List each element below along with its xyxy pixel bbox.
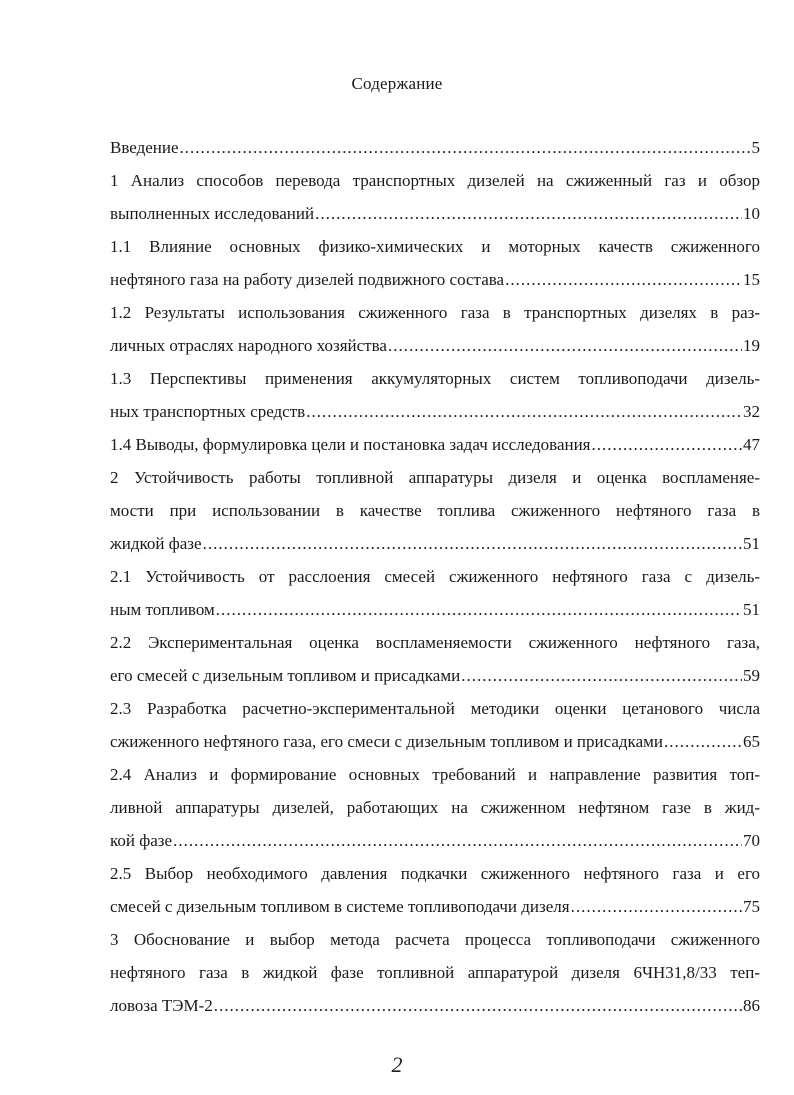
toc-entry-text: 1.4 Выводы, формулировка цели и постановка задач исследования [110,435,591,454]
dot-leader [315,197,742,230]
dot-leader [388,329,742,362]
dot-leader [592,428,743,461]
toc-page-number: 51 [743,600,760,619]
dot-leader [571,890,742,923]
toc-entry [110,131,760,164]
toc-entry-leader-line [110,659,760,692]
toc-entry-line: мости при использовании в качестве топлива сжиженного нефтяного газа в [110,501,760,520]
dot-leader [173,824,742,857]
toc-page-number: 10 [743,204,760,223]
toc-entry-text: сжиженного нефтяного газа, его смеси с дизельным топливом и присадками [110,732,663,751]
toc-page-number: 47 [743,435,760,454]
toc-entry-leader-line [110,593,760,626]
toc-entry-line: нефтяного газа в жидкой фазе топливной аппаратурой дизеля 6ЧН31,8/33 теп- [110,963,760,982]
toc-page-number: 15 [743,270,760,289]
toc-entry-text: нефтяного газа на работу дизелей подвижного состава [110,270,505,289]
toc-entry-line: 2 Устойчивость работы топливной аппаратуры дизеля и оценка воспламеняе- [110,468,760,487]
dot-leader [214,989,742,1022]
toc-entry-text: ных транспортных средств [110,402,306,421]
toc-entry-leader-line [110,725,760,758]
toc-entry [110,428,760,461]
toc-page-number: 32 [743,402,760,421]
toc-entry-line: 2.3 Разработка расчетно-экспериментальной методики оценки цетанового числа [110,699,760,718]
toc-entry-line: 2.5 Выбор необходимого давления подкачки сжиженного нефтяного газа и его [110,864,760,883]
toc-entry-leader-line [110,263,760,296]
table-of-contents [110,131,760,1022]
toc-entry [110,626,760,692]
toc-page-number: 51 [743,534,760,553]
page-number: 2 [391,1052,403,1077]
toc-page-number: 86 [743,996,760,1015]
toc-entry-line: 2.1 Устойчивость от расслоения смесей сжиженного нефтяного газа с дизель- [110,567,760,586]
contents-title: Содержание [351,74,443,93]
toc-entry-line: 2.2 Экспериментальная оценка воспламеняемости сжиженного нефтяного газа, [110,633,760,652]
toc-page-number: 70 [743,831,760,850]
toc-entry-line: ливной аппаратуры дизелей, работающих на сжиженном нефтяном газе в жид- [110,798,760,817]
toc-page-number: 59 [743,666,760,685]
toc-entry-line: 2.4 Анализ и формирование основных требований и направление развития топ- [110,765,760,784]
dot-leader [664,725,742,758]
toc-entry-leader-line [110,329,760,362]
toc-entry-text: ловоза ТЭМ-2 [110,996,213,1015]
toc-entry-line: 1.1 Влияние основных физико-химических и моторных качеств сжиженного [110,237,760,256]
toc-entry [110,758,760,857]
toc-page-number: 75 [743,897,760,916]
toc-entry-leader-line [110,890,760,923]
toc-entry [110,461,760,560]
toc-entry [110,923,760,1022]
toc-entry-leader-line [110,527,760,560]
toc-entry-leader-line [110,395,760,428]
toc-entry-text: его смесей с дизельным топливом и присадками [110,666,461,685]
toc-entry [110,230,760,296]
toc-page-number: 19 [743,336,760,355]
toc-entry [110,692,760,758]
toc-entry-text: кой фазе [110,831,173,850]
toc-entry-line: 1 Анализ способов перевода транспортных дизелей на сжиженный газ и обзор [110,171,760,190]
dot-leader [306,395,742,428]
toc-entry [110,296,760,362]
toc-entry-leader-line [110,824,760,857]
dot-leader [203,527,742,560]
toc-entry-line: 1.2 Результаты использования сжиженного газа в транспортных дизелях в раз- [110,303,760,322]
dot-leader [505,263,742,296]
toc-page-number: 65 [743,732,760,751]
toc-entry-text: жидкой фазе [110,534,202,553]
dot-leader [180,131,751,164]
toc-entry [110,362,760,428]
toc-entry-leader-line [110,197,760,230]
toc-entry-line: 1.3 Перспективы применения аккумуляторных систем топливоподачи дизель- [110,369,760,388]
toc-entry-leader-line [110,131,760,164]
toc-entry [110,857,760,923]
toc-entry-line: 3 Обоснование и выбор метода расчета процесса топливоподачи сжиженного [110,930,760,949]
toc-entry-leader-line [110,989,760,1022]
dot-leader [461,659,742,692]
dot-leader [216,593,742,626]
toc-entry-text: личных отраслях народного хозяйства [110,336,387,355]
toc-entry-text: выполненных исследований [110,204,315,223]
toc-entry-text: смесей с дизельным топливом в системе топливоподачи дизеля [110,897,570,916]
toc-entry-text: ным топливом [110,600,215,619]
toc-entry-leader-line [110,428,760,461]
toc-entry [110,560,760,626]
toc-page-number: 5 [751,138,760,157]
toc-entry [110,164,760,230]
toc-entry-text: Введение [110,138,179,157]
